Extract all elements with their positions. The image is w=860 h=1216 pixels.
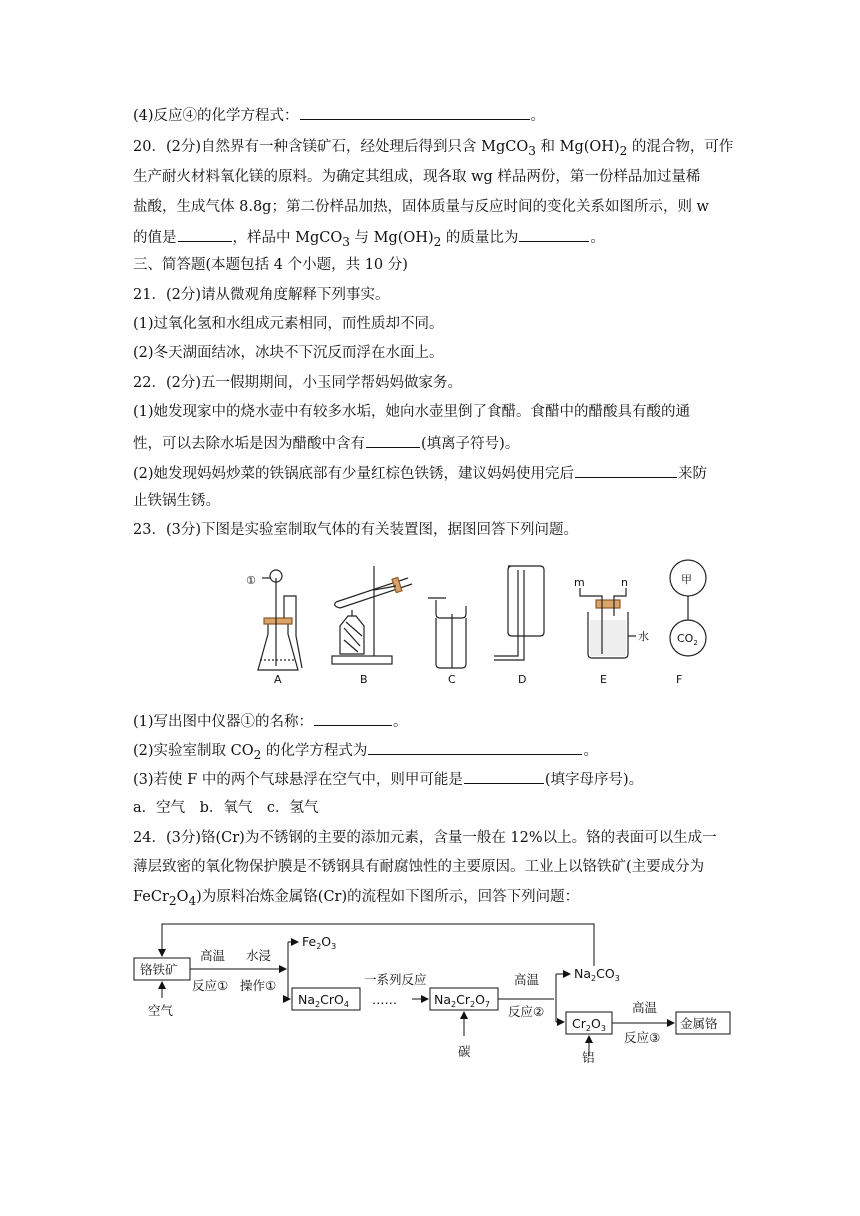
q22-part2-line1: (2)她发现妈妈炒菜的铁锅底部有少量红棕色铁锈，建议妈妈使用完后 来防 <box>133 462 707 484</box>
svg-text:反应③: 反应③ <box>624 1030 661 1045</box>
svg-text:反应②: 反应② <box>508 1004 545 1019</box>
section-three-heading: 三、简答题(本题包括 4 个小题，共 10 分) <box>133 257 408 273</box>
q21-part1: (1)过氧化氢和水组成元素相同，而性质却不同。 <box>133 316 444 332</box>
process-flow-diagram <box>120 918 740 1068</box>
svg-text:一系列反应: 一系列反应 <box>364 972 427 987</box>
q20-line2: 生产耐火材料氧化镁的原料。为确定其组成，现各取 wg 样品两份，第一份样品加过量稀 <box>133 169 701 185</box>
svg-text:水: 水 <box>638 630 649 643</box>
svg-text:Fe2O3: $Fe_2O_3$ <box>302 934 337 951</box>
svg-text:操作①: 操作① <box>240 978 277 993</box>
flask-apparatus-a <box>258 570 302 670</box>
q23-part1: (1)写出图中仪器①的名称： 。 <box>133 710 408 732</box>
q24-line2: 薄层致密的氧化物保护膜是不锈钢具有耐腐蚀性的主要原因。工业上以铬铁矿(主要成分为 <box>133 859 705 875</box>
svg-text:E: E <box>600 673 607 686</box>
svg-text:C: C <box>448 673 456 686</box>
svg-text:Cr2O3: $Cr_2O_3$ <box>572 1016 606 1033</box>
answer-blank[interactable] <box>464 768 544 784</box>
inverted-bottle-d <box>494 566 544 660</box>
svg-text:F: F <box>676 673 683 686</box>
q22-stem: 22．(2分)五一假期期间，小玉同学帮妈妈做家务。 <box>133 375 462 391</box>
svg-text:空气: 空气 <box>148 1003 174 1018</box>
svg-text:甲: 甲 <box>681 573 692 586</box>
apparatus-figure <box>240 556 720 686</box>
svg-text:高温: 高温 <box>632 1000 658 1015</box>
svg-text:水浸: 水浸 <box>246 948 272 963</box>
svg-text:①: ① <box>246 574 256 587</box>
svg-text:CO2: $CO_2$ <box>677 632 698 647</box>
answer-blank[interactable] <box>314 710 392 726</box>
q19-part4: (4)反应④的化学方程式： 。 <box>133 104 545 126</box>
answer-blank[interactable] <box>368 739 582 755</box>
q20-line4: 的值是 ，样品中 MgCO$_3$ 与 $Mg(OH)_2$ 的质量比为 。 <box>133 226 605 252</box>
svg-text:A: A <box>274 673 282 686</box>
answer-blank[interactable] <box>519 226 589 242</box>
heating-apparatus-b <box>332 566 412 664</box>
svg-text:反应①: 反应① <box>192 978 229 993</box>
svg-text:碳: 碳 <box>458 1044 471 1059</box>
q23-part3: (3)若使 F 中的两个气球悬浮在空气中，则甲可能是 (填字母序号)。 <box>133 768 643 790</box>
q23-part2: (2)实验室制取 $CO_2$ 的化学方程式为 。 <box>133 739 598 765</box>
q21-stem: 21．(2分)请从微观角度解释下列事实。 <box>133 287 390 303</box>
svg-text:金属铬: 金属铬 <box>680 1016 718 1031</box>
answer-blank[interactable] <box>575 462 677 478</box>
q24-line1: 24．(3分)铬(Cr)为不锈钢的主要的添加元素，含量一般在 12%以上。铬的表面可以生成一 <box>133 830 717 846</box>
q21-part2: (2)冬天湖面结冰，冰块不下沉反而浮在水面上。 <box>133 345 444 361</box>
svg-text:Na2Cr2O7: $Na_2Cr_2O_7$ <box>434 992 491 1009</box>
answer-blank[interactable] <box>300 104 530 120</box>
svg-text:Na2CrO4: $Na_2CrO_4$ <box>298 992 349 1009</box>
q20-line1: 20．(2分)自然界有一种含镁矿石，经处理后得到只含 MgCO$_3$ 和 $Mg(OH)_2$ 的混合物，可作 <box>133 139 734 158</box>
q22-part1-line1: (1)她发现家中的烧水壶中有较多水垢，她向水壶里倒了食醋。食醋中的醋酸具有酸的通 <box>133 404 691 420</box>
svg-text:铝: 铝 <box>582 1050 595 1065</box>
svg-text:高温: 高温 <box>514 972 540 987</box>
q20-line3: 盐酸，生成气体 8.8g；第二份样品加热，固体质量与反应时间的变化关系如图所示，则 w <box>133 199 709 215</box>
svg-text:铬铁矿: 铬铁矿 <box>140 962 178 977</box>
svg-text:m: m <box>574 576 585 589</box>
answer-blank[interactable] <box>366 432 420 448</box>
washing-bottle-e <box>580 588 636 658</box>
svg-text:Na2CO3: $Na_2CO_3$ <box>574 966 620 983</box>
q22-part1-line2: 性，可以去除水垢是因为醋酸中含有 (填离子符号)。 <box>133 432 519 454</box>
q24-line3: $FeCr_2O_4$)为原料冶炼金属铬(Cr)的流程如下图所示，回答下列问题： <box>133 889 580 908</box>
q23-stem: 23．(3分)下图是实验室制取气体的有关装置图，据图回答下列问题。 <box>133 522 578 538</box>
svg-text:高温: 高温 <box>200 948 226 963</box>
svg-text:D: D <box>518 673 527 686</box>
svg-text:n: n <box>621 576 628 589</box>
collecting-bottle-c <box>428 598 466 668</box>
q22-part2-line2: 止铁锅生锈。 <box>133 493 220 509</box>
q23-options: a．空气 b．氧气 c．氢气 <box>133 800 319 816</box>
svg-text:……: …… <box>372 992 397 1007</box>
svg-text:B: B <box>360 673 368 686</box>
answer-blank[interactable] <box>178 226 232 242</box>
